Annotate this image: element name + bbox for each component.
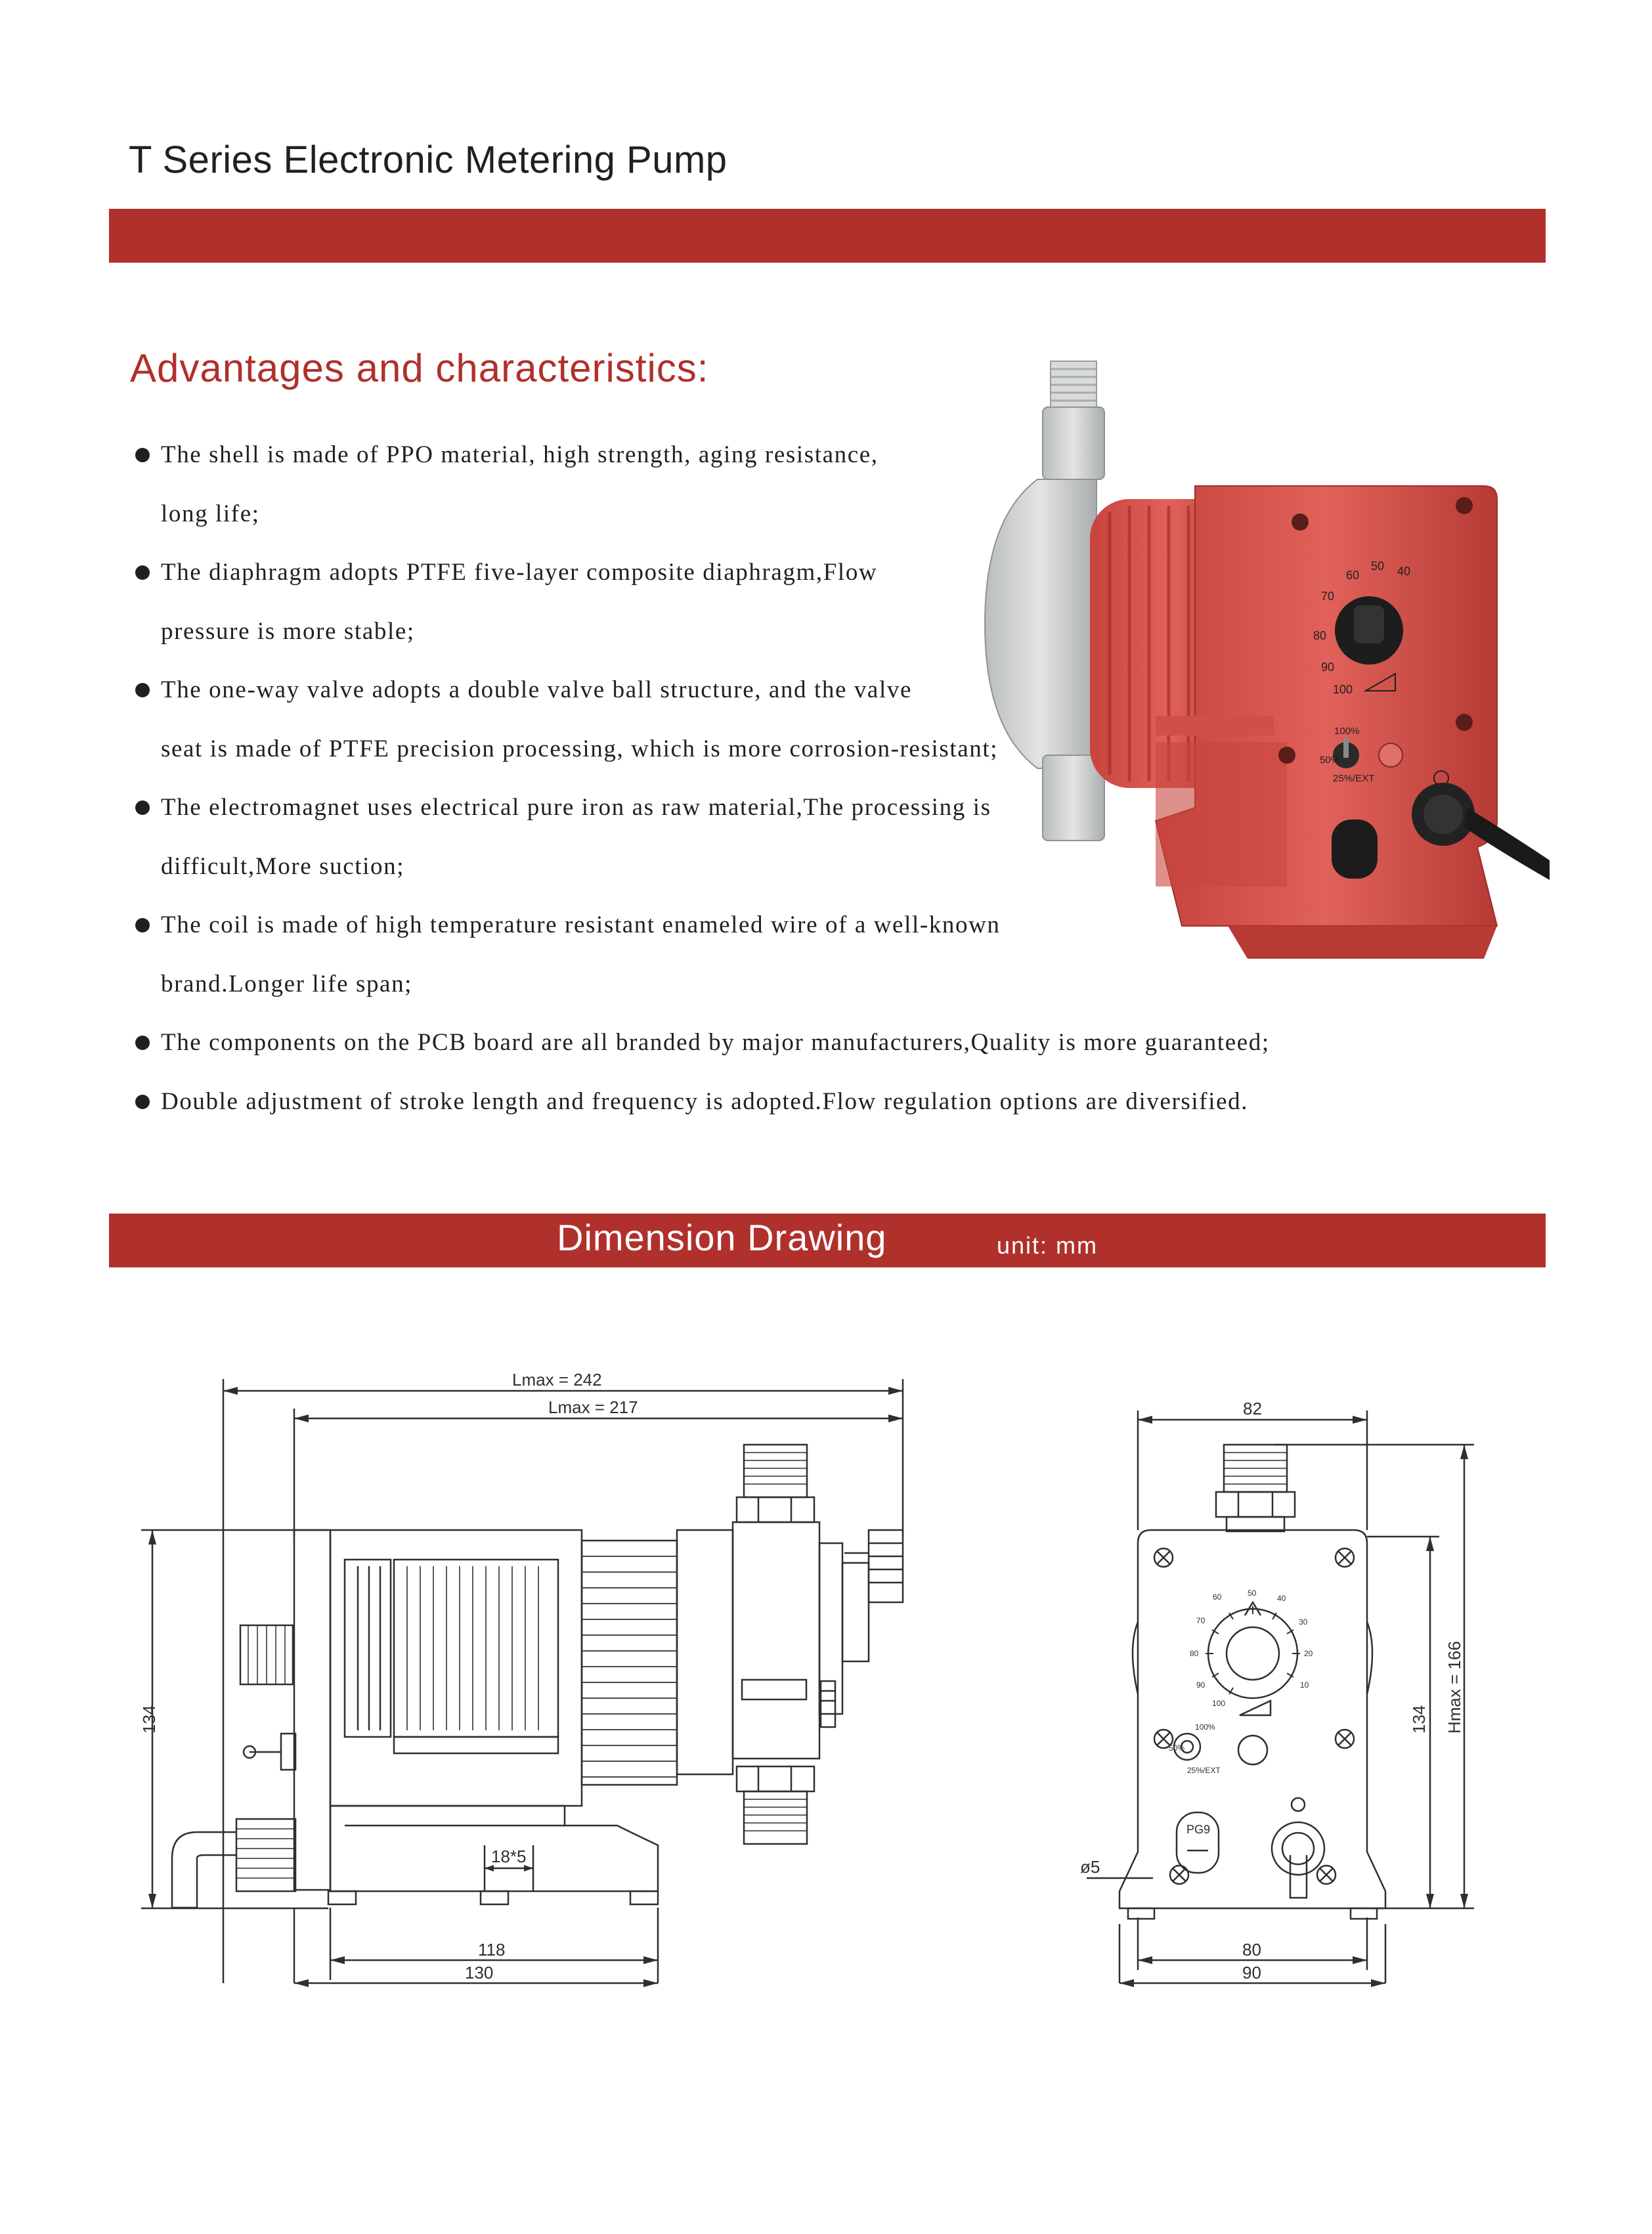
switch-label: 25%/EXT	[1187, 1766, 1221, 1775]
feature-item: The components on the PCB board are all branded by major manufacturers,Quality is more guaranteed;	[131, 1013, 1270, 1072]
photo-dial-label: 70	[1321, 590, 1335, 603]
photo-switch-label: 25%/EXT	[1333, 773, 1375, 784]
feature-item: The electromagnet uses electrical pure iron as raw material,The processing is difficult,More suction;	[131, 778, 1270, 896]
dimension-unit: unit: mm	[997, 1232, 1098, 1259]
dim-slot: 18*5	[491, 1847, 527, 1866]
photo-dial-label: 50	[1371, 559, 1385, 573]
dial-label: 80	[1190, 1649, 1199, 1658]
dim-base-130: 130	[465, 1963, 494, 1982]
dial-label: 10	[1300, 1680, 1309, 1690]
photo-dial-label: 100	[1333, 683, 1353, 696]
dim-front-134: 134	[1409, 1705, 1429, 1734]
dimension-title: Dimension Drawing	[557, 1217, 887, 1258]
dim-hole: ø5	[1080, 1857, 1100, 1877]
feature-item: The coil is made of high temperature resistant enameled wire of a well-known brand.Longer life span;	[131, 896, 1270, 1013]
dial-label: 60	[1213, 1592, 1222, 1602]
photo-dial-label: 90	[1321, 661, 1335, 674]
dial-label: 50	[1248, 1588, 1257, 1598]
switch-label: 100%	[1195, 1722, 1215, 1732]
photo-switch-label: 100%	[1334, 726, 1360, 737]
dim-height-134: 134	[139, 1705, 159, 1734]
photo-switch-label: 50%	[1320, 755, 1340, 766]
page-title: T Series Electronic Metering Pump	[129, 139, 728, 181]
dim-lmax-217: Lmax = 217	[548, 1397, 638, 1417]
dial-label: 40	[1277, 1594, 1286, 1603]
feature-item: The one-way valve adopts a double valve ball structure, and the valve seat is made of PTFE precision processing, which is more corrosion-resistant;	[131, 661, 1270, 778]
dim-lmax-242: Lmax = 242	[512, 1370, 602, 1390]
dim-base-80: 80	[1242, 1940, 1261, 1960]
photo-dial-label: 80	[1313, 629, 1327, 642]
dim-hmax: Hmax = 166	[1445, 1641, 1464, 1734]
pg9-label: PG9	[1186, 1823, 1211, 1836]
feature-item: Double adjustment of stroke length and frequency is adopted.Flow regulation options are diversified.	[131, 1072, 1270, 1131]
dim-base-118: 118	[478, 1940, 506, 1960]
dial-label: 90	[1196, 1680, 1206, 1690]
dial-label: 100	[1212, 1699, 1226, 1708]
dim-width-82: 82	[1243, 1399, 1262, 1418]
feature-item: The shell is made of PPO material, high strength, aging resistance, long life;	[131, 426, 1270, 543]
photo-dial-label: 40	[1397, 565, 1411, 578]
photo-dial-label: 60	[1346, 569, 1360, 582]
dial-label: 20	[1304, 1649, 1313, 1658]
switch-label: 50%	[1169, 1743, 1185, 1753]
advantages-heading: Advantages and characteristics:	[130, 346, 709, 390]
dim-base-90: 90	[1242, 1963, 1261, 1982]
dial-label: 70	[1196, 1616, 1206, 1625]
feature-item: The diaphragm adopts PTFE five-layer composite diaphragm,Flow pressure is more stable;	[131, 543, 1270, 661]
dial-label: 30	[1299, 1617, 1308, 1627]
